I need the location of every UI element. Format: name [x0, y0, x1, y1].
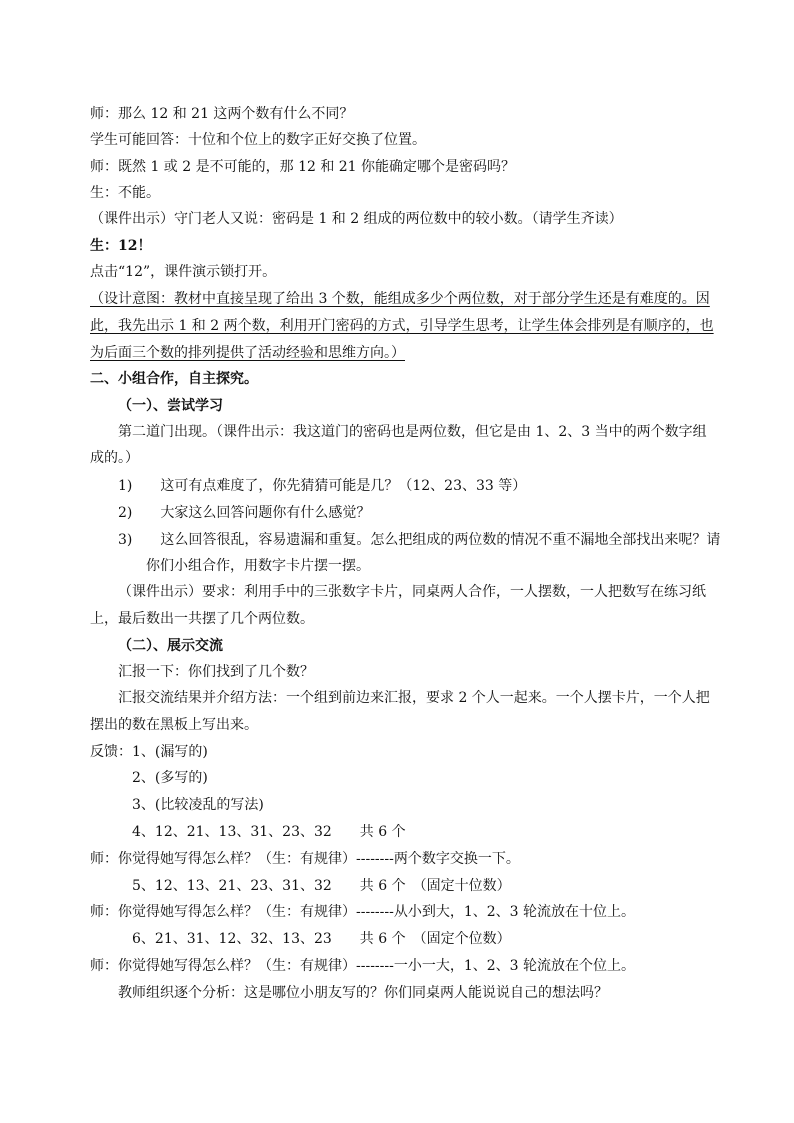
text-line: 点击“12”，课件演示锁打开。 [90, 264, 277, 280]
design-intent-line: 为后面三个数的排列提供了活动经验和思维方向。） [90, 345, 405, 361]
list-item: 2) 大家这么回答问题你有什么感觉？ [118, 505, 371, 521]
text-line: 生：12！ [90, 238, 152, 254]
text-line: 学生可能回答：十位和个位上的数字正好交换了位置。 [90, 132, 426, 148]
design-intent-line: 此，我先出示 1 和 2 两个数，利用开门密码的方式，引导学生思考，让学生体会排列是有顺序的，也 [90, 318, 714, 334]
feedback-line: 6、21、31、12、32、13、23 共 6 个 （固定个位数） [132, 931, 511, 947]
subsection-heading: （二）、展示交流 [118, 638, 223, 654]
text-line: 生：不能。 [90, 185, 160, 201]
text-line: 教师组织逐个分析：这是哪位小朋友写的？你们同桌两人能说说自己的想法吗？ [118, 985, 608, 1001]
design-intent-line: （设计意图：教材中直接呈现了给出 3 个数，能组成多少个两位数，对于部分学生还是有难度的。因 [90, 291, 710, 307]
list-item: 1) 这可有点难度了，你先猜猜可能是几？（12、23、33 等） [118, 478, 527, 494]
section-heading: 二、小组合作，自主探究。 [90, 371, 258, 387]
text-line: 第二道门出现。（课件出示：我这道门的密码也是两位数，但它是由 1、2、3 当中的两个数字组 [118, 424, 707, 440]
text-line: 汇报交流结果并介绍方法：一个组到前边来汇报，要求 2 个人一起来。一个人摆卡片，一个人把 [118, 690, 710, 706]
text-line: 师：你觉得她写得怎么样？（生：有规律）--------从小到大，1、2、3 轮流放在十位上。 [90, 904, 636, 920]
text-line: 师：你觉得她写得怎么样？（生：有规律）--------两个数字交换一下。 [90, 851, 520, 867]
feedback-line: 5、12、13、21、23、31、32 共 6 个 （固定十位数） [132, 878, 511, 894]
subsection-heading: （一）、尝试学习 [118, 398, 223, 414]
text-line: 师：你觉得她写得怎么样？（生：有规律）--------一小一大，1、2、3 轮流放在个位上。 [90, 958, 636, 974]
text-line: （课件出示）要求：利用手中的三张数字卡片，同桌两人合作，一人摆数，一人把数写在练习纸 [118, 584, 706, 600]
text-line: 师：既然 1 或 2 是不可能的，那 12 和 21 你能确定哪个是密码吗？ [90, 159, 516, 175]
text-line: 汇报一下：你们找到了几个数？ [118, 664, 314, 680]
feedback-line: 反馈：1、(漏写的) [90, 744, 208, 760]
text-line: 上，最后数出一共摆了几个两位数。 [90, 611, 314, 627]
text-line: （课件出示）守门老人又说：密码是 1 和 2 组成的两位数中的较小数。（请学生齐读） [90, 211, 623, 227]
text-line: 师：那么 12 和 21 这两个数有什么不同？ [90, 106, 354, 122]
list-item-continuation: 你们小组合作，用数字卡片摆一摆。 [146, 558, 370, 574]
list-item: 3) 这么回答很乱，容易遗漏和重复。怎么把组成的两位数的情况不重不漏地全部找出来呢？请 [118, 532, 721, 548]
text-line: 成的。） [90, 450, 139, 466]
feedback-line: 2、(多写的) [132, 770, 208, 786]
text-line: 摆出的数在黑板上写出来。 [90, 717, 258, 733]
feedback-line: 4、12、21、13、31、23、32 共 6 个 [132, 824, 406, 840]
feedback-line: 3、(比较凌乱的写法) [132, 797, 264, 813]
